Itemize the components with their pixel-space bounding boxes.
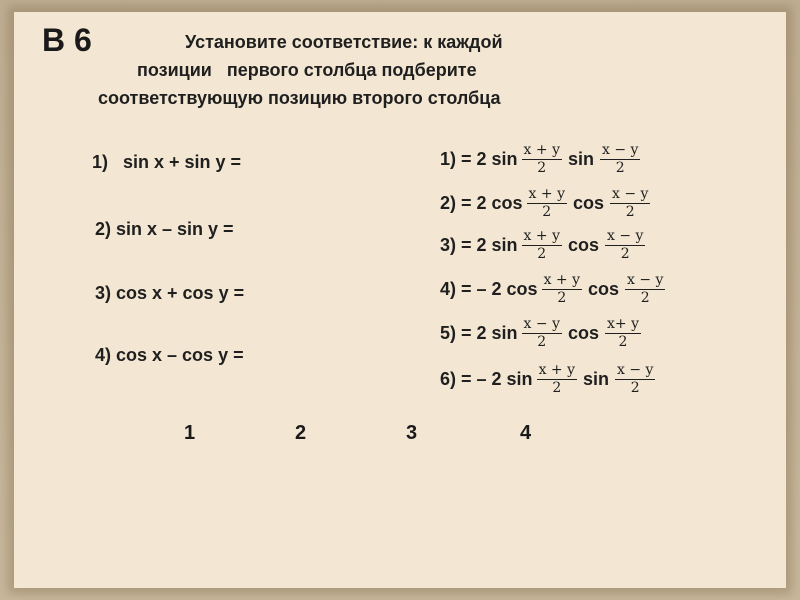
fraction-numerator: x − y bbox=[607, 227, 644, 244]
fraction-numerator: x − y bbox=[612, 185, 649, 202]
fraction bbox=[605, 229, 645, 261]
fraction-numerator: x − y bbox=[523, 315, 560, 332]
left-item-1: 1) sin x + sin y = bbox=[92, 152, 242, 172]
title-line-3: соответствующую позицию второго столбца bbox=[98, 88, 501, 108]
answer-number-3: 3 bbox=[406, 422, 418, 444]
fraction-numerator: x+ y bbox=[607, 315, 640, 332]
fraction-denominator: 2 bbox=[640, 289, 650, 306]
right-item-prefix: 4) = – 2 cos bbox=[440, 278, 538, 299]
fraction-numerator: x + y bbox=[528, 185, 565, 202]
right-item-prefix: 6) = – 2 sin bbox=[440, 368, 533, 389]
fraction bbox=[522, 143, 562, 175]
answer-number-4: 4 bbox=[520, 422, 532, 444]
fraction bbox=[542, 273, 582, 305]
function-name: cos bbox=[567, 234, 600, 255]
title-line-1: Установите соответствие: к каждой bbox=[185, 32, 503, 52]
function-name: sin bbox=[567, 148, 594, 169]
fraction-numerator: x − y bbox=[627, 271, 664, 288]
right-item-prefix: 5) = 2 sin bbox=[440, 322, 518, 343]
fraction-denominator: 2 bbox=[542, 203, 552, 220]
fraction bbox=[625, 273, 665, 305]
right-item-5 bbox=[440, 310, 645, 356]
fraction bbox=[615, 363, 655, 395]
fraction bbox=[537, 363, 577, 395]
fraction bbox=[527, 187, 567, 219]
fraction-denominator: 2 bbox=[537, 333, 547, 350]
fraction-denominator: 2 bbox=[630, 379, 640, 396]
right-item-4 bbox=[440, 266, 669, 312]
answer-number-2: 2 bbox=[295, 422, 307, 444]
fraction-denominator: 2 bbox=[552, 379, 562, 396]
fraction-numerator: x + y bbox=[523, 227, 560, 244]
right-item-2 bbox=[440, 180, 654, 226]
right-item-prefix: 2) = 2 cos bbox=[440, 192, 523, 213]
function-name: cos bbox=[588, 278, 620, 299]
function-name: sin bbox=[583, 368, 610, 389]
fraction bbox=[605, 317, 641, 349]
right-item-6 bbox=[440, 356, 659, 402]
left-item-3: 3) cos x + cos y = bbox=[95, 283, 245, 303]
right-item-prefix: 3) = 2 sin bbox=[440, 234, 518, 255]
right-item-prefix: 1) = 2 sin bbox=[440, 148, 518, 169]
fraction bbox=[600, 143, 640, 175]
fraction bbox=[522, 229, 562, 261]
fraction-numerator: x − y bbox=[617, 361, 654, 378]
task-label: В 6 bbox=[42, 22, 92, 58]
fraction-denominator: 2 bbox=[537, 159, 547, 176]
answer-number-1: 1 bbox=[184, 422, 196, 444]
fraction-denominator: 2 bbox=[615, 159, 625, 176]
left-item-2: 2) sin x – sin y = bbox=[95, 219, 234, 239]
fraction-denominator: 2 bbox=[618, 333, 628, 350]
right-item-1 bbox=[440, 136, 644, 182]
fraction-numerator: x + y bbox=[538, 361, 575, 378]
fraction-denominator: 2 bbox=[620, 245, 630, 262]
fraction-numerator: x + y bbox=[523, 141, 560, 158]
function-name: cos bbox=[572, 192, 605, 213]
fraction-denominator: 2 bbox=[537, 245, 547, 262]
left-item-4: 4) cos x – cos y = bbox=[95, 345, 244, 365]
right-item-3 bbox=[440, 222, 649, 268]
fraction bbox=[522, 317, 562, 349]
title-line-2: позиции первого столбца подберите bbox=[137, 60, 477, 80]
fraction bbox=[610, 187, 650, 219]
fraction-denominator: 2 bbox=[557, 289, 567, 306]
fraction-denominator: 2 bbox=[625, 203, 635, 220]
fraction-numerator: x − y bbox=[602, 141, 639, 158]
fraction-numerator: x + y bbox=[543, 271, 580, 288]
function-name: cos bbox=[567, 322, 600, 343]
